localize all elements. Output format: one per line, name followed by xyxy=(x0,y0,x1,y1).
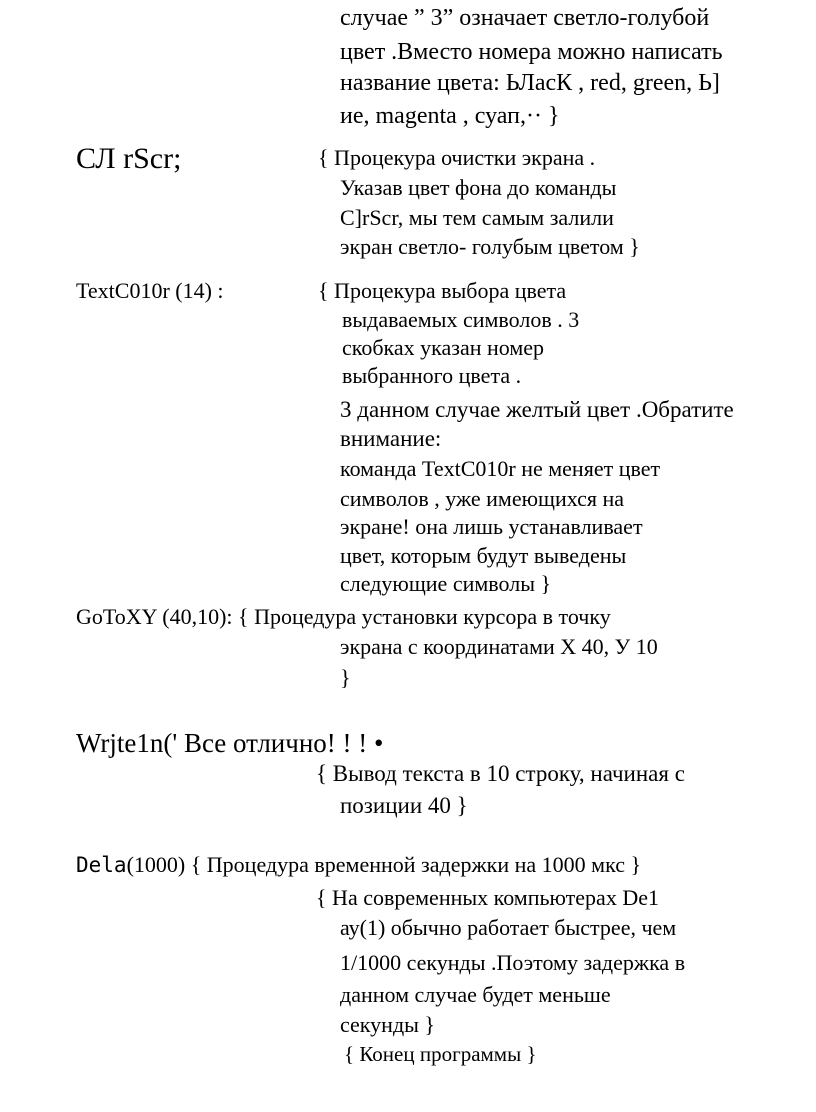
code-delay-name: Dela xyxy=(76,853,127,877)
text-line-12: выбранного цвета . xyxy=(342,363,522,388)
text-line-6: Указав цвет фона до команды xyxy=(340,175,617,200)
text-line-1-content: случае ” 3” означает светло-голубой xyxy=(340,5,710,31)
comment-end-program: { Конец программы } xyxy=(344,1042,537,1066)
comment-clrscr: { Процекура очистки экрана . xyxy=(318,145,596,170)
text-line-15: команда TextC010r не меняет цвет xyxy=(340,456,661,481)
text-line-14: внимание: xyxy=(340,426,442,451)
text-line-10: выдаваемых символов . 3 xyxy=(342,307,580,332)
text-line-25: позиции 40 } xyxy=(340,793,468,818)
text-line-19: следующие символы } xyxy=(340,571,552,596)
text-line-16: символов , уже имеющихся на xyxy=(340,486,625,511)
text-line-8: экран светло- голубым цветом } xyxy=(340,234,640,259)
text-line-28: ау(1) обычно работает быстрее, чем xyxy=(340,915,677,940)
code-writeln: Wrjte1n(' Все отлично! ! ! • xyxy=(76,728,384,758)
comment-writeln: { Вывод текста в 10 строку, начиная с xyxy=(316,761,685,786)
text-line-22: } xyxy=(340,665,351,690)
text-line-21: экрана с координатами X 40, У 10 xyxy=(340,634,658,659)
text-line-2: цвет .Вместо номера можно написать xyxy=(340,39,723,65)
text-line-30: данном случае будет меньше xyxy=(340,982,611,1007)
text-line-31: секунды } xyxy=(340,1012,435,1037)
text-line-4: ие, magenta , суап,·· } xyxy=(340,103,560,129)
text-line-7: C]rScr, мы тем самым залили xyxy=(340,205,614,230)
comment-delay: { На современных компьютерах De1 xyxy=(316,885,659,910)
code-gotoxy: GoToXY (40,10): { Процедура установки курсора в точку xyxy=(76,604,611,629)
text-line-18: цвет, которым будут выведены xyxy=(340,543,627,568)
code-delay xyxy=(76,854,641,876)
code-delay-rest: (1000) { Процедура временной задержки на 1000 мкс } xyxy=(126,852,642,877)
text-line-1 xyxy=(340,6,740,30)
text-line-11: скобках указан номер xyxy=(342,335,545,360)
text-line-3: название цвета: ЬЛасК , red, green, Ь] xyxy=(340,70,720,96)
text-line-13: 3 данном случае желтый цвет .Обратите xyxy=(340,397,734,422)
text-line-29: 1/1000 секунды .Поэтому задержка в xyxy=(340,950,686,975)
code-textcolor: TextC010r (14) : xyxy=(76,278,224,303)
code-clrscr: СЛ rScr; xyxy=(76,142,182,175)
text-line-17: экране! она лишь устанавливает xyxy=(340,514,643,539)
comment-textcolor: { Процекура выбора цвета xyxy=(318,278,567,303)
